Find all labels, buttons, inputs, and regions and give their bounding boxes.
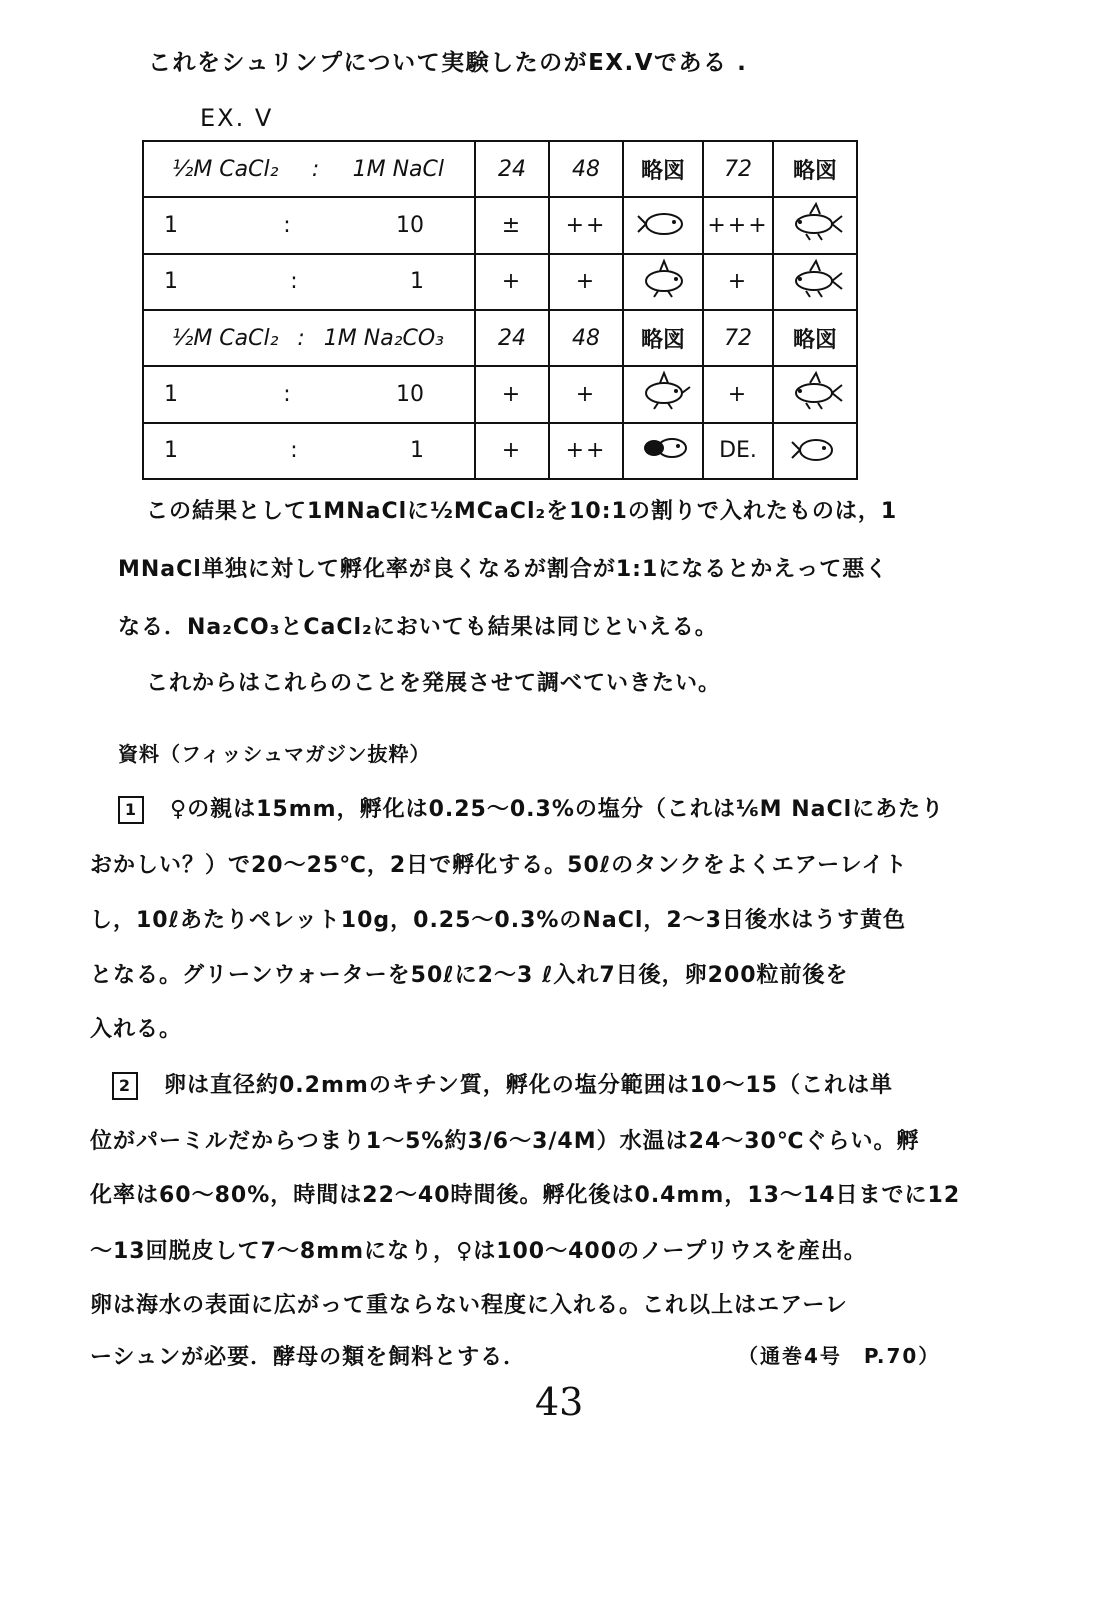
shrimp-sketch-icon: [786, 202, 844, 242]
ratio-header-colon: :: [297, 325, 305, 351]
result-48h: ++: [549, 423, 623, 479]
table-row: [143, 423, 857, 479]
item-1-line-4: となる。グリーンウォーターを50ℓに2～3 ℓ入れ7日後，卵200粒前後を: [90, 963, 849, 988]
shrimp-sketch: [623, 366, 703, 422]
item-1-line-5: 入れる。: [90, 1017, 183, 1042]
item-number-box: 2: [112, 1072, 138, 1100]
shrimp-sketch-icon: [786, 259, 844, 299]
table-row: [143, 366, 857, 422]
item-2-line-1: [112, 1068, 893, 1100]
sketch-header: 略図: [623, 141, 703, 197]
experiment-table: [142, 140, 858, 480]
ratio-header-right: 1M Na₂CO₃: [323, 325, 444, 351]
shrimp-sketch-icon: [634, 259, 692, 299]
results-line-2: MNaCl単独に対して孵化率が良くなるが割合が1:1になるとかえって悪く: [118, 557, 889, 582]
result-72h: +++: [703, 197, 773, 253]
table-header-row: [143, 141, 857, 197]
hour-72-header: 72: [703, 141, 773, 197]
result-48h: ++: [549, 197, 623, 253]
citation: （通巻4号 P.70）: [738, 1344, 941, 1368]
shrimp-sketch: [773, 423, 857, 479]
result-24h: +: [475, 423, 549, 479]
shrimp-sketch-icon: [786, 428, 844, 468]
result-48h: +: [549, 254, 623, 310]
item-2-line-2: 位がパーミルだからつまり1～5%約3/6～3/4M）水温は24～30℃ぐらい。孵: [90, 1129, 920, 1154]
ratio-header-right: 1M NaCl: [352, 156, 444, 182]
ratio-a: 1: [164, 381, 178, 407]
item-2-line-3: 化率は60～80%，時間は22～40時間後。孵化後は0.4mm，13～14日までに12: [90, 1183, 961, 1208]
source-heading: 資料（フィッシュマガジン抜粋）: [118, 742, 431, 766]
item-number-box: 1: [118, 796, 144, 824]
result-24h: +: [475, 254, 549, 310]
hour-48-header: 48: [549, 141, 623, 197]
ratio-a: 1: [164, 212, 178, 238]
sketch-header: 略図: [623, 310, 703, 366]
item-1-line-3: し，10ℓあたりペレット10g，0.25～0.3%のNaCl，2～3日後水はうす黄色: [90, 908, 906, 933]
ratio-b: 10: [395, 212, 424, 238]
shrimp-sketch: [623, 197, 703, 253]
shrimp-sketch: [773, 254, 857, 310]
result-24h: ±: [475, 197, 549, 253]
ratio-a: 1: [164, 269, 178, 295]
shrimp-sketch: [623, 254, 703, 310]
ratio-header-left: ½M CaCl₂: [172, 156, 279, 182]
hour-24-header: 24: [475, 141, 549, 197]
results-line-4: これからはこれらのことを発展させて調べていきたい。: [146, 671, 722, 696]
results-line-3: なる．Na₂CO₃とCaCl₂においても結果は同じといえる。: [118, 615, 718, 640]
shrimp-sketch: [623, 423, 703, 479]
page-number: 43: [535, 1380, 584, 1424]
shrimp-sketch-icon: [634, 428, 692, 468]
ratio-a: 1: [164, 438, 178, 464]
shrimp-sketch: [773, 366, 857, 422]
ratio-header-left: ½M CaCl₂: [172, 325, 279, 351]
table-header-row: [143, 310, 857, 366]
item-1-line-2: おかしい？）で20～25℃，2日で孵化する。50ℓのタンクをよくエアーレイト: [90, 853, 908, 878]
table-row: [143, 254, 857, 310]
shrimp-sketch-icon: [634, 202, 692, 242]
result-72h: +: [703, 366, 773, 422]
sketch-header: 略図: [773, 141, 857, 197]
result-72h: DE.: [703, 423, 773, 479]
hour-72-header: 72: [703, 310, 773, 366]
sketch-header: 略図: [773, 310, 857, 366]
ratio-colon: :: [283, 212, 291, 238]
ratio-colon: :: [290, 438, 298, 464]
hour-24-header: 24: [475, 310, 549, 366]
item-1-text: ♀の親は15mm，孵化は0.25～0.3%の塩分（これは⅙M NaClにあたり: [170, 797, 945, 822]
shrimp-sketch-icon: [786, 371, 844, 411]
shrimp-sketch: [773, 197, 857, 253]
ratio-b: 1: [409, 269, 424, 295]
item-2-line-6: ーシュンが必要．酵母の類を飼料とする．: [90, 1345, 527, 1370]
results-line-1: この結果として1MNaClに½MCaCl₂を10:1の割りで入れたものは，1: [146, 499, 898, 524]
result-48h: +: [549, 366, 623, 422]
result-72h: +: [703, 254, 773, 310]
item-2-line-5: 卵は海水の表面に広がって重ならない程度に入れる。これ以上はエアーレ: [90, 1293, 848, 1318]
result-24h: +: [475, 366, 549, 422]
hour-48-header: 48: [549, 310, 623, 366]
table-row: [143, 197, 857, 253]
item-2-line-4: ～13回脱皮して7～8mmになり，♀は100～400のノープリウスを産出。: [90, 1239, 867, 1264]
ratio-header-colon: :: [311, 156, 320, 182]
shrimp-sketch-icon: [634, 371, 692, 411]
ratio-colon: :: [290, 269, 298, 295]
experiment-label: EX. Ⅴ: [200, 104, 274, 132]
intro-text: これをシュリンプについて実験したのがEX.Ⅴである .: [148, 50, 748, 76]
ratio-b: 10: [395, 381, 424, 407]
ratio-colon: :: [283, 381, 291, 407]
ratio-b: 1: [409, 438, 424, 464]
item-1-line-1: [118, 792, 944, 824]
item-2-text: 卵は直径約0.2mmのキチン質，孵化の塩分範囲は10～15（これは単: [164, 1073, 893, 1098]
